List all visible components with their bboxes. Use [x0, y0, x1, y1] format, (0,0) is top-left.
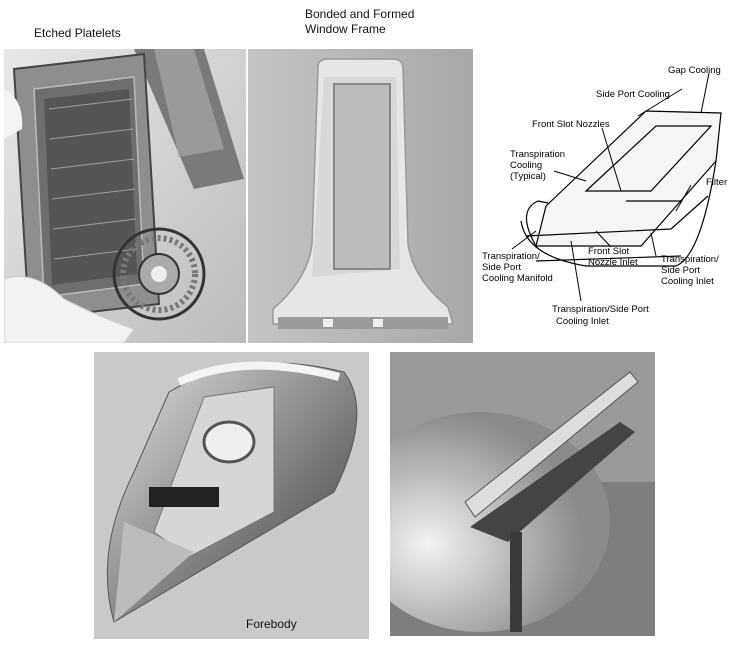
bonded-window-frame-photo	[248, 49, 473, 343]
caption-forebody: Forebody	[246, 617, 297, 631]
caption-etched-platelets: Etched Platelets	[34, 26, 121, 40]
label-transpiration-1: Transpiration	[510, 149, 566, 160]
caption-bonded-line-1: Bonded and Formed	[305, 7, 415, 21]
label-side-port-cooling: Side Port Cooling	[596, 89, 670, 100]
label-tsp-manifold-3: Cooling Manifold	[482, 273, 553, 284]
label-tsp-inlet-bottom-2: Cooling Inlet	[556, 316, 609, 327]
label-front-slot-inlet-2: Nozzle Inlet	[588, 257, 638, 268]
label-front-slot-nozzles: Front Slot Nozzles	[532, 119, 610, 130]
caption-bonded-line-2: Window Frame	[305, 22, 386, 36]
caption-bonded-window-frame	[305, 7, 414, 37]
missile-launch-photo	[390, 352, 655, 636]
label-tsp-inlet-right-1: Transpiration/	[661, 254, 719, 265]
label-filter: Filter	[706, 177, 728, 188]
label-tsp-inlet-right-3: Cooling Inlet	[661, 276, 714, 287]
label-tsp-manifold-1: Transpiration/	[482, 251, 540, 262]
forebody-photo	[94, 352, 369, 639]
label-gap-cooling: Gap Cooling	[668, 65, 721, 76]
etched-platelets-photo	[4, 49, 246, 343]
label-transpiration-3: (Typical)	[510, 171, 546, 182]
label-tsp-manifold-2: Side Port	[482, 262, 522, 273]
label-transpiration-2: Cooling	[510, 160, 543, 171]
label-front-slot-inlet-1: Front Slot	[588, 246, 630, 257]
label-tsp-inlet-bottom-1: Transpiration/Side Port	[552, 304, 649, 315]
cooling-system-diagram	[476, 51, 746, 343]
label-tsp-inlet-right-2: Side Port	[661, 265, 701, 276]
